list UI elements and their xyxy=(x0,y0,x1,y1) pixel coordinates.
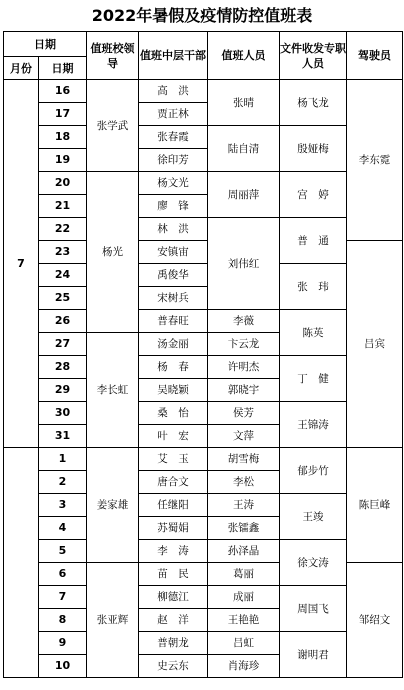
month-cell: 7 xyxy=(4,80,39,448)
day-cell: 17 xyxy=(39,103,87,126)
staff-cell: 文萍 xyxy=(208,425,280,448)
leader-cell: 李长虹 xyxy=(87,333,139,448)
day-cell: 28 xyxy=(39,356,87,379)
doc-staff-cell: 普 通 xyxy=(280,218,347,264)
driver-cell: 李东霓 xyxy=(347,80,403,241)
middle-cadre-cell: 贾正林 xyxy=(139,103,208,126)
driver-header: 驾驶员 xyxy=(347,32,403,80)
day-cell: 16 xyxy=(39,80,87,103)
doc-staff-cell: 徐文涛 xyxy=(280,540,347,586)
middle-cadre-cell: 宋树兵 xyxy=(139,287,208,310)
month-cell xyxy=(4,448,39,678)
middle-cadre-cell: 汤金丽 xyxy=(139,333,208,356)
staff-cell: 王涛 xyxy=(208,494,280,517)
middle-cadre-cell: 廖 锋 xyxy=(139,195,208,218)
month-header: 月份 xyxy=(4,57,39,80)
middle-cadre-cell: 桑 怡 xyxy=(139,402,208,425)
doc-staff-cell: 宫 婷 xyxy=(280,172,347,218)
day-cell: 9 xyxy=(39,632,87,655)
staff-cell: 卞云龙 xyxy=(208,333,280,356)
doc-staff-cell: 丁 健 xyxy=(280,356,347,402)
middle-cadre-cell: 史云东 xyxy=(139,655,208,678)
staff-cell: 周丽萍 xyxy=(208,172,280,218)
leader-cell: 杨光 xyxy=(87,172,139,333)
day-cell: 31 xyxy=(39,425,87,448)
doc-staff-cell: 谢明君 xyxy=(280,632,347,678)
day-cell: 4 xyxy=(39,517,87,540)
middle-cadre-cell: 张春霞 xyxy=(139,126,208,149)
staff-cell: 王艳艳 xyxy=(208,609,280,632)
day-cell: 3 xyxy=(39,494,87,517)
day-cell: 27 xyxy=(39,333,87,356)
middle-cadre-cell: 杨文光 xyxy=(139,172,208,195)
day-cell: 7 xyxy=(39,586,87,609)
middle-cadre-cell: 艾 玉 xyxy=(139,448,208,471)
middle-cadre-cell: 任继阳 xyxy=(139,494,208,517)
staff-cell: 李薇 xyxy=(208,310,280,333)
day-cell: 24 xyxy=(39,264,87,287)
staff-cell: 张晴 xyxy=(208,80,280,126)
day-cell: 26 xyxy=(39,310,87,333)
day-header: 日期 xyxy=(39,57,87,80)
staff-cell: 张镭鑫 xyxy=(208,517,280,540)
staff-header: 值班人员 xyxy=(208,32,280,80)
leader-cell: 张亚辉 xyxy=(87,563,139,678)
day-cell: 25 xyxy=(39,287,87,310)
staff-cell: 葛丽 xyxy=(208,563,280,586)
staff-cell: 刘伟红 xyxy=(208,218,280,310)
middle-cadre-cell: 叶 宏 xyxy=(139,425,208,448)
middle-cadre-cell: 林 洪 xyxy=(139,218,208,241)
staff-cell: 吕虹 xyxy=(208,632,280,655)
day-cell: 23 xyxy=(39,241,87,264)
middle-cadre-cell: 安镇宙 xyxy=(139,241,208,264)
staff-cell: 郭晓宇 xyxy=(208,379,280,402)
day-cell: 8 xyxy=(39,609,87,632)
doc-staff-cell: 王锦涛 xyxy=(280,402,347,448)
day-cell: 22 xyxy=(39,218,87,241)
middle-cadre-cell: 李 涛 xyxy=(139,540,208,563)
driver-cell: 吕宾 xyxy=(347,241,403,448)
day-cell: 10 xyxy=(39,655,87,678)
leader-cell: 张学武 xyxy=(87,80,139,172)
middle-cadre-cell: 苏蜀娟 xyxy=(139,517,208,540)
middle-cadre-cell: 柳德江 xyxy=(139,586,208,609)
doc-staff-cell: 杨飞龙 xyxy=(280,80,347,126)
doc-staff-cell: 王竣 xyxy=(280,494,347,540)
driver-cell: 陈巨峰 xyxy=(347,448,403,563)
day-cell: 19 xyxy=(39,149,87,172)
doc-staff-cell: 张 玮 xyxy=(280,264,347,310)
staff-cell: 胡雪梅 xyxy=(208,448,280,471)
staff-cell: 侯芳 xyxy=(208,402,280,425)
middle-cadre-cell: 徐印芳 xyxy=(139,149,208,172)
middle-cadre-header: 值班中层干部 xyxy=(139,32,208,80)
middle-cadre-cell: 普春旺 xyxy=(139,310,208,333)
day-cell: 5 xyxy=(39,540,87,563)
staff-cell: 许明杰 xyxy=(208,356,280,379)
staff-cell: 孙泽晶 xyxy=(208,540,280,563)
doc-staff-cell: 殷娅梅 xyxy=(280,126,347,172)
doc-staff-cell: 郁步竹 xyxy=(280,448,347,494)
day-cell: 29 xyxy=(39,379,87,402)
middle-cadre-cell: 杨 春 xyxy=(139,356,208,379)
middle-cadre-cell: 苗 民 xyxy=(139,563,208,586)
leader-header: 值班校领导 xyxy=(87,32,139,80)
doc-staff-header: 文件收发专职人员 xyxy=(280,32,347,80)
middle-cadre-cell: 唐合文 xyxy=(139,471,208,494)
staff-cell: 成丽 xyxy=(208,586,280,609)
day-cell: 21 xyxy=(39,195,87,218)
day-cell: 20 xyxy=(39,172,87,195)
day-cell: 6 xyxy=(39,563,87,586)
duty-roster-table xyxy=(3,31,403,678)
staff-cell: 李松 xyxy=(208,471,280,494)
driver-cell: 邹绍文 xyxy=(347,563,403,678)
day-cell: 2 xyxy=(39,471,87,494)
day-cell: 1 xyxy=(39,448,87,471)
middle-cadre-cell: 吴晓颖 xyxy=(139,379,208,402)
middle-cadre-cell: 高 洪 xyxy=(139,80,208,103)
doc-staff-cell: 陈英 xyxy=(280,310,347,356)
middle-cadre-cell: 赵 洋 xyxy=(139,609,208,632)
date-header: 日期 xyxy=(4,32,87,57)
middle-cadre-cell: 普朝龙 xyxy=(139,632,208,655)
middle-cadre-cell: 禹俊华 xyxy=(139,264,208,287)
staff-cell: 肖海珍 xyxy=(208,655,280,678)
leader-cell: 姜家雄 xyxy=(87,448,139,563)
doc-staff-cell: 周国飞 xyxy=(280,586,347,632)
day-cell: 30 xyxy=(39,402,87,425)
day-cell: 18 xyxy=(39,126,87,149)
page-title: 2022年暑假及疫情防控值班表 xyxy=(91,6,313,25)
staff-cell: 陆自清 xyxy=(208,126,280,172)
